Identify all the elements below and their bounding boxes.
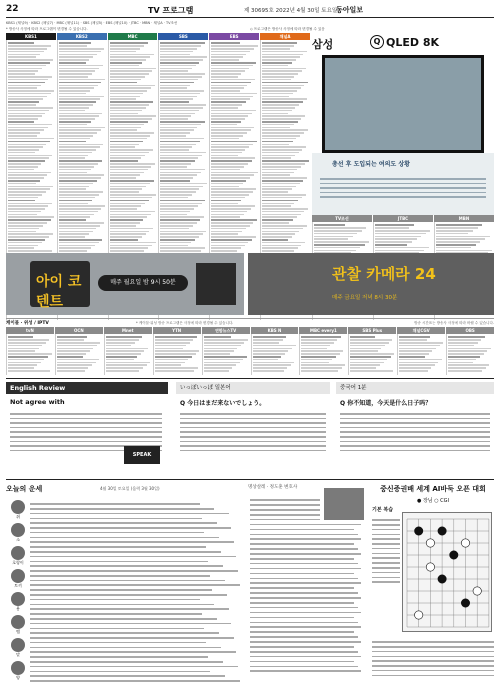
channel-column	[6, 327, 54, 375]
japanese-body	[180, 410, 326, 454]
black-stone	[415, 527, 423, 535]
zodiac-animal: 호랑이	[8, 546, 28, 568]
white-stone	[473, 587, 481, 595]
zodiac-icon	[11, 569, 25, 583]
zodiac-animal: 쥐	[8, 500, 28, 522]
channel-name: YTN	[153, 327, 201, 334]
channel-column	[299, 327, 347, 375]
chinese-body	[340, 410, 490, 454]
zodiac-animal: 토끼	[8, 569, 28, 591]
channel-name: SBS Plus	[348, 327, 396, 334]
go-board	[402, 512, 492, 632]
ad-model: QLED 8K	[386, 36, 440, 49]
channel-name: MBC every1	[299, 327, 347, 334]
english-header: English Review	[6, 382, 168, 394]
banner-left	[6, 253, 244, 315]
white-stone	[426, 539, 434, 547]
zodiac-icon	[11, 592, 25, 606]
fortune-section	[6, 482, 244, 687]
chinese-header: 중국어 1분	[336, 382, 494, 394]
divider	[6, 479, 494, 480]
black-stone	[450, 551, 458, 559]
channel-name: KBS1	[6, 33, 56, 40]
channel-column	[251, 327, 299, 375]
schedule-note: * 방송사 사정에 따라 프로그램이 변경될 수 있습니다.	[6, 27, 88, 31]
column-header: 명상살레 · 정도훈 변호사	[248, 485, 298, 490]
channel-name: EBS	[209, 33, 259, 40]
baduk-footer	[372, 638, 494, 679]
banner-sub: 매주 금요일 저녁 8시 30분	[332, 295, 398, 301]
zodiac-animal: 용	[8, 592, 28, 614]
japanese-header: いっぽいっぽ 일본어	[176, 382, 330, 394]
channel-column	[348, 327, 396, 375]
cable-note-right: 방송 시간표는 방송사 사정에 따라 바뀔 수 있습니다.	[414, 321, 494, 325]
channel-name: tvN	[6, 327, 54, 334]
schedule-note-right: ◇ 프로그램은 방송사 사정에 따라 변경될 수 있음	[250, 27, 325, 31]
banner-image	[196, 263, 236, 305]
channel-name: 연합뉴스TV	[202, 327, 250, 334]
channel-name: 채널A	[260, 33, 310, 40]
zodiac-icon	[11, 615, 25, 629]
channel-column	[55, 327, 103, 375]
show-logo: 아이 코텐트	[30, 261, 90, 307]
news-body	[320, 175, 486, 209]
channel-name: TV조선	[312, 215, 372, 222]
zodiac-animal: 소	[8, 523, 28, 545]
paper-name: 동아일보	[336, 6, 364, 14]
channel-name: Mnet	[104, 327, 152, 334]
divider	[6, 378, 494, 379]
cable-schedule	[6, 327, 494, 375]
speak-badge: SPEAK	[124, 446, 160, 464]
column-body	[250, 496, 366, 675]
channel-column	[153, 327, 201, 375]
channel-column	[446, 327, 494, 375]
channel-name: MBC	[108, 33, 158, 40]
channel-name: OCN	[55, 327, 103, 334]
section-title: TV 프로그램	[148, 6, 194, 15]
channel-list: KBS1 (채널9) · KBS2 (채널7) · MBC (채널11) · SBS (채널5) · EBS (채널10) · JTBC · MBN · 채널A · TV조선	[6, 21, 178, 25]
black-stone	[438, 527, 446, 535]
baduk-commentary	[372, 516, 400, 586]
baduk-kibo: 기본 복습	[372, 507, 394, 513]
news-headline: 총선 후 도입되는 여의도 상황	[332, 161, 410, 168]
fortune-title: 오늘의 운세	[6, 485, 43, 493]
zodiac-animal: 뱀	[8, 615, 28, 637]
zodiac-icon	[11, 638, 25, 652]
channel-name: KBS N	[251, 327, 299, 334]
banner-right	[248, 253, 494, 315]
samsung-ad	[312, 33, 494, 215]
q-logo-icon: Q	[370, 35, 384, 49]
go-board-svg	[403, 513, 493, 633]
cable-note: * 케이블·위성 방송 프로그램은 사정에 따라 변경될 수 있습니다.	[136, 321, 234, 325]
zodiac-animal: 말	[8, 638, 28, 660]
baduk-title: 중신증권배 세계 AI바둑 오픈 대회	[380, 485, 486, 493]
airtime-pill: 매주 월요일 밤 9시 50분	[98, 275, 188, 291]
fortune-text	[30, 500, 242, 684]
white-stone	[426, 563, 434, 571]
black-stone	[461, 599, 469, 607]
black-stone	[438, 575, 446, 583]
japanese-lesson	[176, 382, 330, 476]
zodiac-icon	[11, 500, 25, 514]
channel-column	[397, 327, 445, 375]
banner-title: 관찰 카메라 24	[332, 265, 436, 283]
tv-image	[322, 55, 484, 153]
chinese-question: Q 你不知道，今天是什么日子吗？	[340, 400, 432, 407]
channel-name: KBS2	[57, 33, 107, 40]
chinese-lesson	[336, 382, 494, 476]
channel-column	[202, 327, 250, 375]
page-number: 22	[6, 4, 19, 14]
japanese-question: Q 今日はまだ来ないでしょう。	[180, 400, 266, 407]
column-section	[248, 482, 368, 687]
english-title: Not agree with	[10, 398, 65, 406]
baduk-section	[372, 482, 494, 687]
white-stone	[415, 611, 423, 619]
baduk-players: ● 장님 ○ CGI	[417, 498, 449, 504]
white-stone	[461, 539, 469, 547]
fortune-date: 4월 30일 토요일 (음력 3월 30일)	[100, 486, 160, 491]
channel-name: 채널CGV	[397, 327, 445, 334]
cable-header	[6, 318, 494, 326]
masthead	[6, 4, 494, 18]
zodiac-icon	[11, 523, 25, 537]
zodiac-icon	[11, 546, 25, 560]
channel-name: SBS	[158, 33, 208, 40]
news-box	[312, 153, 494, 215]
channel-name: MBN	[434, 215, 494, 222]
channel-name: JTBC	[373, 215, 433, 222]
channel-column	[104, 327, 152, 375]
zodiac-animal: 양	[8, 661, 28, 683]
ad-brand: 삼성	[312, 38, 334, 51]
issue-info: 제 30695호 2022년 4월 30일 토요일	[244, 8, 338, 14]
cable-title: 케이블 · 위성 / IPTV	[6, 321, 49, 326]
channel-name: OBS	[446, 327, 494, 334]
zodiac-icon	[11, 661, 25, 675]
english-review	[6, 382, 168, 476]
